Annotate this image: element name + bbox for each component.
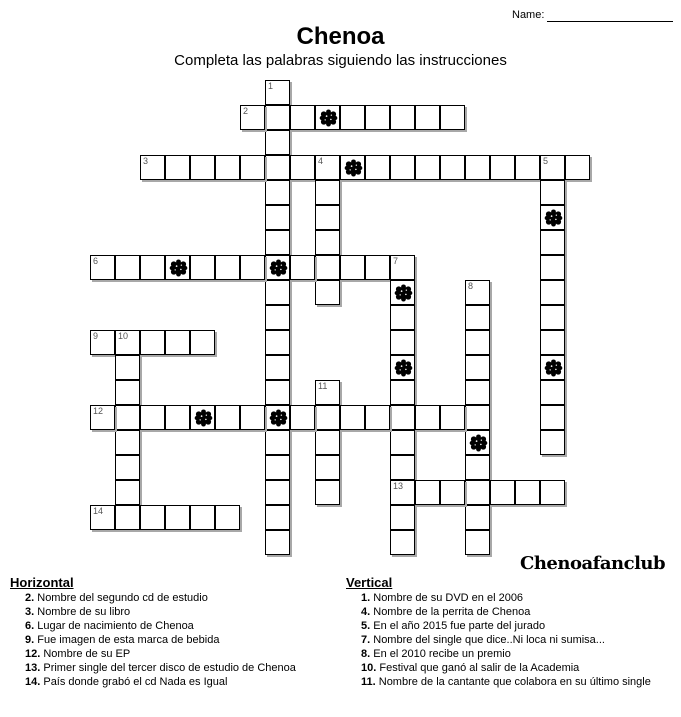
crossword-cell[interactable] <box>140 255 165 280</box>
crossword-cell[interactable] <box>165 505 190 530</box>
clue-text: Nombre de su libro <box>34 606 131 618</box>
crossword-cell[interactable] <box>215 505 240 530</box>
clue-num: 8. <box>361 648 371 660</box>
crossword-cell[interactable] <box>390 505 415 530</box>
crossword-cell[interactable] <box>190 155 215 180</box>
crossword-cell[interactable] <box>440 405 465 430</box>
crossword-cell[interactable] <box>190 505 215 530</box>
crossword-cell[interactable] <box>340 105 365 130</box>
ink-scribble-mark <box>544 208 563 228</box>
crossword-cell[interactable] <box>415 155 440 180</box>
crossword-cell[interactable] <box>265 505 290 530</box>
crossword-cell[interactable] <box>315 430 340 455</box>
brand-watermark: Chenoafanclub <box>520 553 666 574</box>
crossword-cell[interactable] <box>415 105 440 130</box>
crossword-cell[interactable] <box>540 480 565 505</box>
clue-num: 4. <box>361 606 371 618</box>
clue-text: País donde grabó el cd Nada es Igual <box>40 676 228 688</box>
clue-num: 14. <box>25 676 41 688</box>
horizontal-clue <box>25 619 340 633</box>
crossword-cell[interactable] <box>390 305 415 330</box>
crossword-cell[interactable] <box>540 180 565 205</box>
ink-scribble-mark <box>544 358 563 378</box>
clue-text: Nombre del single que dice..Ni loca ni sumisa... <box>370 634 605 646</box>
vertical-heading: Vertical <box>346 575 393 590</box>
crossword-cell[interactable] <box>315 180 340 205</box>
crossword-cell[interactable] <box>265 130 290 155</box>
crossword-cell[interactable] <box>115 480 140 505</box>
crossword-cell[interactable] <box>140 405 165 430</box>
crossword-cell[interactable] <box>265 455 290 480</box>
clue-num: 3. <box>25 606 35 618</box>
crossword-cell[interactable] <box>140 505 165 530</box>
crossword-cell[interactable] <box>540 355 565 380</box>
crossword-cell[interactable] <box>465 405 490 430</box>
crossword-cell[interactable] <box>315 255 340 280</box>
clue-number: 7 <box>393 256 399 266</box>
crossword-cell[interactable] <box>540 255 565 280</box>
crossword-cell[interactable] <box>540 405 565 430</box>
horizontal-clue <box>25 675 340 689</box>
ink-scribble-mark <box>194 408 213 428</box>
crossword-cell[interactable] <box>90 330 115 355</box>
crossword-cell[interactable] <box>465 155 490 180</box>
crossword-cell[interactable] <box>390 455 415 480</box>
crossword-cell[interactable] <box>265 230 290 255</box>
crossword-cell[interactable] <box>465 480 490 505</box>
crossword-cell[interactable] <box>390 480 415 505</box>
crossword-cell[interactable] <box>565 155 590 180</box>
ink-scribble-mark <box>394 358 413 378</box>
clue-text: Festival que ganó al salir de la Academia <box>376 662 580 674</box>
crossword-cell[interactable] <box>165 155 190 180</box>
vertical-clue <box>361 619 661 633</box>
crossword-cell[interactable] <box>240 405 265 430</box>
name-label: Name: <box>512 9 545 21</box>
crossword-cell[interactable] <box>390 330 415 355</box>
clue-number: 11 <box>318 381 328 391</box>
vertical-clue <box>361 605 661 619</box>
crossword-cell[interactable] <box>315 280 340 305</box>
clue-num: 2. <box>25 592 35 604</box>
crossword-cell[interactable] <box>115 455 140 480</box>
crossword-cell[interactable] <box>190 405 215 430</box>
ink-scribble-mark <box>344 158 363 178</box>
crossword-cell[interactable] <box>140 155 165 180</box>
vertical-clue <box>361 675 661 689</box>
crossword-cell[interactable] <box>340 155 365 180</box>
clue-num: 1. <box>361 592 371 604</box>
crossword-cell[interactable] <box>465 430 490 455</box>
horizontal-clue <box>25 661 340 675</box>
crossword-cell[interactable] <box>265 280 290 305</box>
crossword-cell[interactable] <box>390 405 415 430</box>
clue-number: 10 <box>118 331 129 341</box>
clue-num: 13. <box>25 662 41 674</box>
crossword-cell[interactable] <box>265 380 290 405</box>
clue-number: 4 <box>318 156 324 166</box>
crossword-cell[interactable] <box>315 380 340 405</box>
clue-number: 13 <box>393 481 404 491</box>
crossword-cell[interactable] <box>315 480 340 505</box>
clue-text: Primer single del tercer disco de estudio de Chenoa <box>40 662 296 674</box>
crossword-cell[interactable] <box>540 230 565 255</box>
clue-number: 12 <box>93 406 104 416</box>
crossword-cell[interactable] <box>240 155 265 180</box>
horizontal-clue-list <box>25 591 340 689</box>
clue-number: 9 <box>93 331 99 341</box>
ink-scribble-mark <box>469 433 488 453</box>
crossword-cell[interactable] <box>465 280 490 305</box>
horizontal-clue <box>25 605 340 619</box>
crossword-cell[interactable] <box>140 330 165 355</box>
crossword-cell[interactable] <box>315 405 340 430</box>
ink-scribble-mark <box>394 283 413 303</box>
page-subtitle: Completa las palabras siguiendo las instrucciones <box>174 52 507 69</box>
horizontal-clue <box>25 633 340 647</box>
crossword-cell[interactable] <box>540 430 565 455</box>
crossword-cell[interactable] <box>265 205 290 230</box>
clue-text: Lugar de nacimiento de Chenoa <box>34 620 194 632</box>
crossword-cell[interactable] <box>390 255 415 280</box>
crossword-cell[interactable] <box>465 530 490 555</box>
horizontal-clue <box>25 647 340 661</box>
crossword-cell[interactable] <box>390 155 415 180</box>
crossword-cell[interactable] <box>315 455 340 480</box>
crossword-cell[interactable] <box>290 405 315 430</box>
crossword-cell[interactable] <box>415 405 440 430</box>
crossword-cell[interactable] <box>390 430 415 455</box>
clue-num: 10. <box>361 662 377 674</box>
crossword-cell[interactable] <box>240 105 265 130</box>
crossword-cell[interactable] <box>265 430 290 455</box>
clue-number: 2 <box>243 106 249 116</box>
clue-num: 12. <box>25 648 41 660</box>
crossword-cell[interactable] <box>490 480 515 505</box>
crossword-cell[interactable] <box>115 255 140 280</box>
clue-num: 6. <box>25 620 35 632</box>
crossword-cell[interactable] <box>90 255 115 280</box>
crossword-cell[interactable] <box>90 405 115 430</box>
crossword-cell[interactable] <box>415 480 440 505</box>
clue-text: Nombre del segundo cd de estudio <box>34 592 208 604</box>
horizontal-clue <box>25 591 340 605</box>
crossword-cell[interactable] <box>265 80 290 105</box>
crossword-cell[interactable] <box>190 255 215 280</box>
crossword-cell[interactable] <box>440 105 465 130</box>
crossword-cell[interactable] <box>265 155 290 180</box>
crossword-cell[interactable] <box>290 255 315 280</box>
crossword-cell[interactable] <box>265 530 290 555</box>
crossword-cell[interactable] <box>515 155 540 180</box>
crossword-cell[interactable] <box>515 480 540 505</box>
crossword-cell[interactable] <box>115 430 140 455</box>
crossword-cell[interactable] <box>315 230 340 255</box>
ink-scribble-mark <box>269 408 288 428</box>
crossword-cell[interactable] <box>215 255 240 280</box>
clue-number: 1 <box>268 81 274 91</box>
crossword-cell[interactable] <box>390 530 415 555</box>
crossword-cell[interactable] <box>215 405 240 430</box>
crossword-cell[interactable] <box>390 380 415 405</box>
crossword-cell[interactable] <box>465 455 490 480</box>
crossword-cell[interactable] <box>115 355 140 380</box>
crossword-cell[interactable] <box>165 330 190 355</box>
crossword-cell[interactable] <box>165 255 190 280</box>
crossword-cell[interactable] <box>465 330 490 355</box>
crossword-cell[interactable] <box>365 155 390 180</box>
vertical-clue <box>361 647 661 661</box>
clue-number: 14 <box>93 506 104 516</box>
crossword-cell[interactable] <box>440 155 465 180</box>
clue-num: 11. <box>361 676 376 688</box>
clue-number: 8 <box>468 281 474 291</box>
clue-number: 6 <box>93 256 99 266</box>
vertical-clue <box>361 633 661 647</box>
crossword-cell[interactable] <box>315 155 340 180</box>
crossword-cell[interactable] <box>265 305 290 330</box>
clue-text: Nombre de la perrita de Chenoa <box>370 606 531 618</box>
crossword-cell[interactable] <box>215 155 240 180</box>
crossword-cell[interactable] <box>440 480 465 505</box>
crossword-cell[interactable] <box>365 105 390 130</box>
crossword-cell[interactable] <box>115 505 140 530</box>
crossword-cell[interactable] <box>265 255 290 280</box>
crossword-cell[interactable] <box>465 355 490 380</box>
crossword-cell[interactable] <box>115 380 140 405</box>
crossword-cell[interactable] <box>340 255 365 280</box>
crossword-cell[interactable] <box>290 155 315 180</box>
vertical-clue <box>361 591 661 605</box>
clue-text: Nombre de su EP <box>40 648 131 660</box>
crossword-cell[interactable] <box>115 405 140 430</box>
clue-number: 3 <box>143 156 149 166</box>
crossword-cell[interactable] <box>265 355 290 380</box>
crossword-cell[interactable] <box>315 205 340 230</box>
crossword-cell[interactable] <box>340 405 365 430</box>
clue-number: 5 <box>543 156 549 166</box>
crossword-cell[interactable] <box>465 505 490 530</box>
crossword-cell[interactable] <box>390 355 415 380</box>
crossword-cell[interactable] <box>265 180 290 205</box>
ink-scribble-mark <box>269 258 288 278</box>
ink-scribble-mark <box>319 108 338 128</box>
crossword-cell[interactable] <box>490 155 515 180</box>
clue-text: Nombre de la cantante que colabora en su último single <box>375 676 651 688</box>
horizontal-heading: Horizontal <box>10 575 74 590</box>
crossword-cell[interactable] <box>265 405 290 430</box>
clue-num: 9. <box>25 634 35 646</box>
crossword-cell[interactable] <box>115 330 140 355</box>
crossword-cell[interactable] <box>315 105 340 130</box>
crossword-cell[interactable] <box>390 105 415 130</box>
ink-scribble-mark <box>169 258 188 278</box>
crossword-cell[interactable] <box>90 505 115 530</box>
crossword-cell[interactable] <box>540 205 565 230</box>
crossword-cell[interactable] <box>240 255 265 280</box>
clue-text: En el año 2015 fue parte del jurado <box>370 620 546 632</box>
crossword-cell[interactable] <box>465 380 490 405</box>
crossword-cell[interactable] <box>465 305 490 330</box>
crossword-cell[interactable] <box>540 280 565 305</box>
clue-text: Fue imagen de esta marca de bebida <box>34 634 220 646</box>
crossword-cell[interactable] <box>540 380 565 405</box>
clue-num: 7. <box>361 634 371 646</box>
crossword-cell[interactable] <box>290 105 315 130</box>
crossword-cell[interactable] <box>365 255 390 280</box>
clue-text: En el 2010 recibe un premio <box>370 648 511 660</box>
crossword-cell[interactable] <box>365 405 390 430</box>
clue-num: 5. <box>361 620 371 632</box>
crossword-cell[interactable] <box>265 480 290 505</box>
crossword-cell[interactable] <box>540 305 565 330</box>
crossword-cell[interactable] <box>165 405 190 430</box>
page-title: Chenoa <box>296 23 385 50</box>
crossword-cell[interactable] <box>540 155 565 180</box>
crossword-cell[interactable] <box>540 330 565 355</box>
crossword-cell[interactable] <box>190 330 215 355</box>
crossword-cell[interactable] <box>265 330 290 355</box>
vertical-clue <box>361 661 661 675</box>
crossword-cell[interactable] <box>390 280 415 305</box>
clue-text: Nombre de su DVD en el 2006 <box>370 592 524 604</box>
vertical-clue-list <box>361 591 661 689</box>
crossword-cell[interactable] <box>265 105 290 130</box>
